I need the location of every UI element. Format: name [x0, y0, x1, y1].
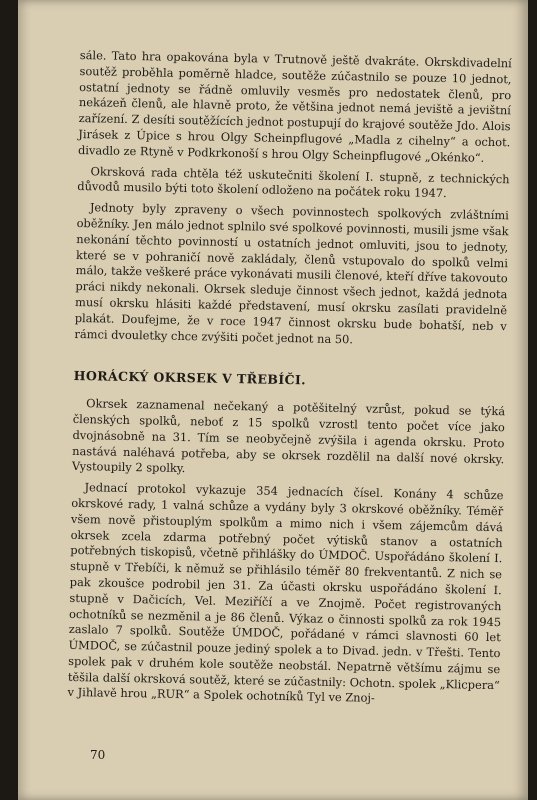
page-text	[67, 48, 512, 714]
paragraph-2: Okrsková rada chtěla též uskutečniti školení I. stupně, z technických důvodů musilo býti toto školení odloženo na počátek roku 1947.	[77, 163, 510, 201]
section-heading: HORÁCKÝ OKRSEK V TŘEBÍČI.	[73, 368, 307, 388]
book-page	[18, 0, 528, 800]
paragraph-5: Jednací protokol vykazuje 354 jednacích čísel. Konány 4 schůze okrskové rady, 1 valná schůze a vydány byly 3 okrskové oběžníky. Téměř všem nově přistouplým spolkům a mimo nich i všem zájemcům dává okrsek zcela zdarma potřebný počet výtisků stanov a ostatních potřebných tiskopisů, včetně přihlášky do ÚMDOČ. Uspořádáno školení I. stupně v Třebíči, k němuž se přihlásilo téměř 80 frekventantů. Z nich se pak zkoušce podrobil jen 31. Za účasti okrsku uspořádáno školení I. stupně v Dačicích, Vel. Meziříčí a ve Znojmě. Počet registrovaných ochotníků se nezměnil a je 86 členů. Výkaz o činnosti spolků za rok 1945 zaslalo 7 spolků. Soutěže ÚMDOČ, pořádané v rámci slavnosti 60 let ÚMDOČ, se zúčastnil pouze jediný spolek a to Divad. jedn. v Třešti. Tento spolek pak v druhém kole soutěže neobstál. Nepatrně většímu zájmu se těšila další okrsková soutěž, které se zúčastnily: Ochotn. spolek „Klicpera“ v Jihlavě hrou „RUR“ a Spolek ochotníků Tyl ve Znoj-	[67, 480, 504, 706]
paragraph-3: Jednoty byly zpraveny o všech povinnostech spolkových zvláštními oběžníky. Jen málo jednot splnilo své spolkové povinnosti, musili jsme však nekonání těchto povinností u ostatních jednot omluviti, jsou to jednoty, které se v pohraničí nově zakládaly, členů vstupovalo do spolků velmi málo, takže veškeré práce vykonávati musili členové, kteří dříve takovouto práci nikdy nekonali. Okrsek sleduje činnost všech jednot, každá jednota musí okrsku hlásiti každé představení, musí okrsku zasílati pravidelně plakát. Doufejme, že v roce 1947 činnost okrsku bude bohatší, neb v rámci dvouletky chce zvýšiti počet jednot na 50.	[74, 200, 509, 346]
paragraph-4: Okrsek zaznamenal nečekaný a potěšitelný vzrůst, pokud se týká členských spolků, neboť z 15 spolků vzrostl tento počet více jako dvojnásobně na 31. Tím se neobyčejně zvýšila i agenda okrsku. Proto nastává naléhavá potřeba, aby se okrsek rozdělil na další nové okrsky. Vystoupily 2 spolky.	[71, 396, 506, 476]
page-number: 70	[90, 748, 106, 762]
paragraph-1: sále. Tato hra opakována byla v Trutnově ještě dvakráte. Okrskdivadelní soutěž proběhla poměrně hladce, soutěže zúčastnilo se pouze 10 jednot, ostatní jednoty se řádně omluvily vesměs pro nedostatek členů, pro nekázeň členů, ale hlavně proto, že většina jednot nemá jeviště a jevištní zařízení. Z desíti soutěžících jednot postupují do krajové soutěže Jdo. Alois Jirásek z Úpice s hrou Olgy Scheinpflugové „Madla z cihelny“ a ochot. divadlo ze Rtyně v Podkrkonoší s hrou Olgy Scheinpflugové „Okénko“.	[77, 48, 512, 165]
